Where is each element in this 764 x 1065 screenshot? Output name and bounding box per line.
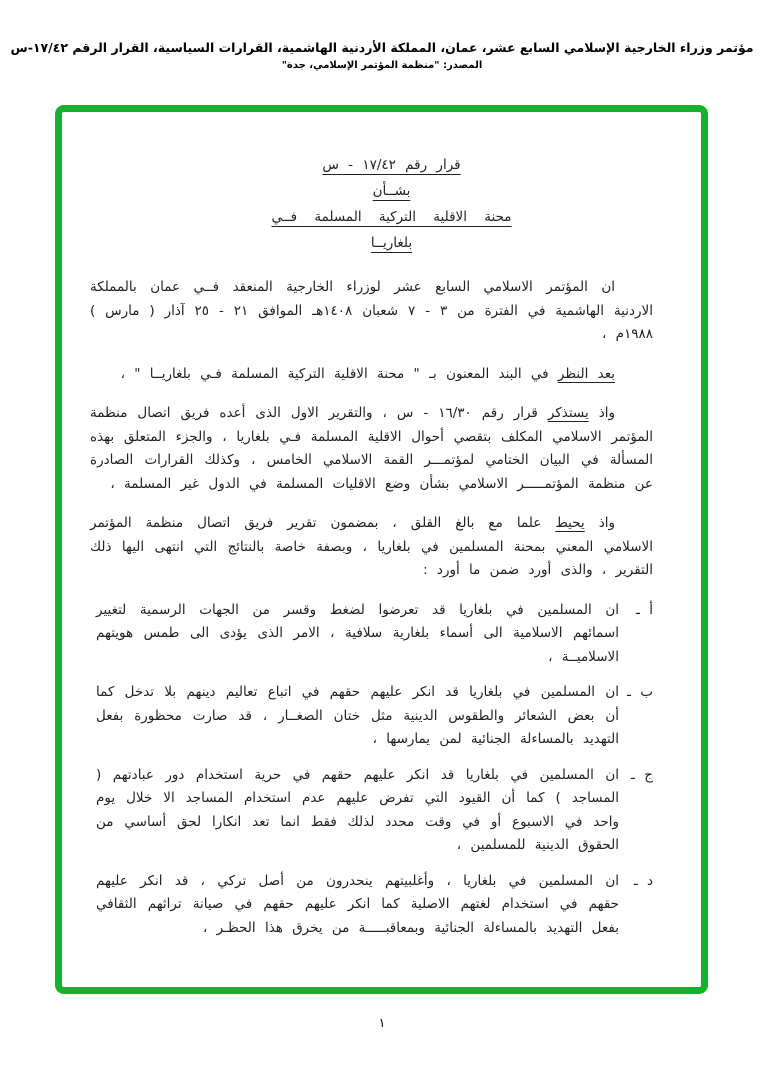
list-item [90,599,653,670]
item-text: ان المسلمين في بلغاريا قد انكر عليهم حقهم في اتباع تعاليم دينهم بلا تدخل كما أن بعض الشعائر والطقوس الدينية مثل ختان الصغــار ، قد صارت محظورة بفعل التهديد بالمساءلة الجنائية لمن يمارسها ، [96,684,619,747]
paragraph-text: في البند المعنون بـ " محنة الاقلية التركية المسلمة فـي بلغاريــا " ، [120,365,558,382]
list-item [90,870,653,941]
paragraph-taking-note [90,512,653,583]
findings-list [90,599,653,941]
paragraph-text: ان المؤتمر الاسلامي السابع عشر لوزراء الخارجية المنعقد فــي عمان بالمملكة الاردنية الهاشمية في الفترة من ٣ - ٧ شعبان ١٤٠٨هـ الموافق ٢١ - ٢٥ آذار ( مارس ) ١٩٨٨م ، [90,279,653,342]
document-body [62,112,701,940]
resolution-title-block [130,152,653,256]
list-item [90,764,653,858]
paragraph-text: علما مع بالغ القلق ، بمضمون تقرير فريق اتصال منظمة المؤتمر الاسلامي المعني بمحنة المسلمين في بلغاريا ، وبصفة خاصة بالنتائج التي انتهى اليها ذلك التقرير ، والذى أورد ضمن ما أورد : [90,515,653,578]
title-subject-line-2 [130,230,653,256]
title-subject-2: بلغاريــا [370,235,413,251]
paragraph-pre: واذ [584,515,616,531]
header-source: المصدر: "منظمة المؤتمر الإسلامي، جدة" [281,60,483,71]
paragraph-recalling [90,402,653,496]
title-concerning-line [130,178,653,204]
title-concerning: بشــأن [372,183,411,199]
page-number: ١ [378,1016,386,1031]
item-text: ان المسلمين في بلغاريا قد انكر عليهم حقهم في حرية استخدام دور عبادتهم ( المساجد ) كما أن القيود التي تفرض عليهم عدم استخدام المساجد الا خلال يوم واحد في الاسبوع أو في وقت محدد لذلك فقط انما تعد انكارا لحق أساسي من الحقوق الدينية للمسلمين ، [96,766,619,853]
scanned-document-frame [55,105,708,994]
title-subject-line [130,204,653,230]
title-subject: محنة الاقلية التركية المسلمة فــي [271,209,512,225]
item-marker: د ـ [633,872,653,889]
document-header [0,40,764,71]
paragraph-preamble [90,276,653,347]
resolution-number: قرار رقم ١٧/٤٢ - س [322,157,461,173]
item-marker: ج ـ [631,766,653,783]
item-text: ان المسلمين في بلغاريا ، وأغلبيتهم ينحدرون من أصل تركي ، قد انكر عليهم حقهم في استخدام لغتهم الاصلية كما انكر عليهم حقهم في صيانة تراثهم الثقافي بفعل التهديد بالمساءلة الجنائية وبمعاقبـــــة من يخرق هذا الحظـر ، [96,872,619,936]
paragraph-text: قرار رقم ١٦/٣٠ - س ، والتقرير الاول الذى أعده فريق اتصال منظمة المؤتمر الاسلامي المكلف بتقصي أحوال الاقلية المسلمة فـي بلغاريا ، والجزء المتعلق بهذه المسألة في البيان الختامي لمؤتمـــر القمة الاسلامي الخامس ، وكذلك القرارات الصادرة عن منظمة المؤتمـــــر الاسلامي بشأن وضع الاقليات المسلمة في الدول غير المسلمة ، [90,405,653,492]
paragraph-after-review [90,363,653,387]
paragraph-lead: يحيط [555,515,585,531]
item-marker: ب ـ [627,684,653,700]
resolution-number-line [130,152,653,178]
item-text: ان المسلمين في بلغاريا قد تعرضوا لضغط وقسر من الجهات الرسمية لتغيير اسمائهم الاسلامية الى أسماء بلغارية سلافية ، الامر الذى يؤدى الى طمس هويتهم الاسلاميــة ، [96,601,619,665]
paragraph-pre: واذ [588,405,615,421]
header-title: مؤتمر وزراء الخارجية الإسلامي السابع عشر، عمان، المملكة الأردنية الهاشمية، القرارات السياسية، القرار الرقم ١٧/٤٢-س [10,40,754,55]
list-item [90,681,653,752]
paragraph-lead: يستذكر [547,405,589,421]
item-marker: أ ـ [636,601,653,618]
paragraph-lead: بعد النظر [557,365,615,382]
